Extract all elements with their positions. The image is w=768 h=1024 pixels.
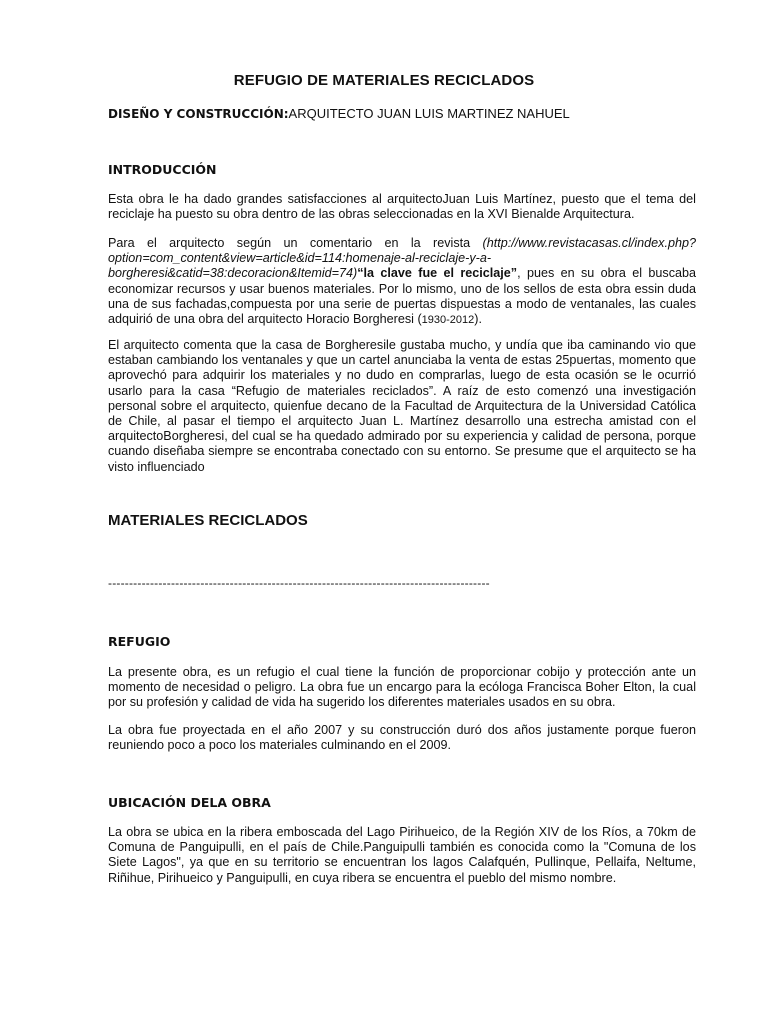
- ubicacion-paragraph-1: La obra se ubica en la ribera emboscada del Lago Pirihueico, de la Región XIV de los Ríos, a 70km de Comuna de Panguipulli, en el país de Chile.Panguipulli también es conocida como la "Comuna de los Siete Lagos", ya que en su territorio se encuentran los lagos Calafquén, Pullinque, Pellaifa, Neltume, Riñihue, Pirihueico y Panguipulli, en cuya ribera se encuentra el pueblo del mismo nombre.: [108, 825, 696, 885]
- intro-p2-years: 1930-2012: [421, 314, 475, 327]
- intro-p2-end: ).: [474, 312, 482, 327]
- intro-p2-quote: “la clave fue el reciclaje”: [357, 266, 518, 281]
- intro-p2-start: Para el arquitecto según un comentario en la revista: [108, 236, 483, 250]
- refugio-paragraph-2: La obra fue proyectada en el año 2007 y su construcción duró dos años justamente porque fueron reuniendo poco a poco los materiales culminando en el 2009.: [108, 723, 696, 753]
- heading-ubicacion: UBICACIÓN DELA OBRA: [108, 795, 271, 810]
- intro-p2-middle: , pues en su obra el buscaba economizar recursos y usar buenos materiales. Por lo mismo, uno de los sellos de esta obra essin duda una de sus fachadas,compuesta por una serie de puertas dispuestas a modo de ventanales, las cuales adquirió de una obra del arquitecto Horacio Borgheresi (: [108, 266, 697, 327]
- intro-paragraph-1: Esta obra le ha dado grandes satisfacciones al arquitectoJuan Luis Martínez, puesto que el tema del reciclaje ha puesto su obra dentro de las obras seleccionadas en la XVI Bienalde Arquitectura.: [108, 192, 696, 222]
- refugio-paragraph-1: La presente obra, es un refugio el cual tiene la función de proporcionar cobijo y protección ante un momento de necesidad o peligro. La obra fue un encargo para la ecóloga Francisca Boher Elton, la cual por su profesión y calidad de vida ha sugerido los diferentes materiales usados en su obra.: [108, 665, 696, 710]
- heading-introduccion: INTRODUCCIÓN: [108, 162, 217, 177]
- dashed-separator: -------------------------------------------------------------------------------------------: [108, 576, 490, 590]
- magazine-link[interactable]: (http://www.revistacasas.cl/index.php?option=com_content&view=article&id=114:homenaje-al-reciclaje-y-a-borgheresi&catid=38:decoracion&Itemid=74): [108, 236, 696, 281]
- heading-materiales: MATERIALES RECICLADOS: [108, 512, 308, 529]
- intro-paragraph-3: El arquitecto comenta que la casa de Borgheresile gustaba mucho, y undía que iba caminando vio que estaban cambiando los ventanales y que un cartel anunciaba la venta de estas 25puertas, momento que aprovechó para adquirir los materiales y no dudo en comprarlas, luego de esta ocasión se le ocurrió usarlo para la casa “Refugio de materiales reciclados”. A raíz de esto comenzó una investigación personal sobre el arquitecto, quienfue decano de la Facultad de Arquitectura de la Universidad Católica de Chile, al pasar el tiempo el arquitecto Juan L. Martínez desarrollo una estrecha amistad con el arquitectoBorgheresi, del cual se ha quedado admirado por su experiencia y calidad de persona, porque cuando diseñaba siempre se encontraba conectado con su entorno. Se presume que el arquitecto se ha visto influenciado: [108, 338, 696, 474]
- credit-value: ARQUITECTO JUAN LUIS MARTINEZ NAHUEL: [288, 106, 570, 121]
- heading-refugio: REFUGIO: [108, 634, 171, 649]
- document-title: REFUGIO DE MATERIALES RECICLADOS: [233, 72, 535, 89]
- intro-paragraph-2: [108, 236, 696, 328]
- design-credit: [108, 106, 570, 121]
- credit-label: DISEÑO Y CONSTRUCCIÓN:: [108, 107, 289, 121]
